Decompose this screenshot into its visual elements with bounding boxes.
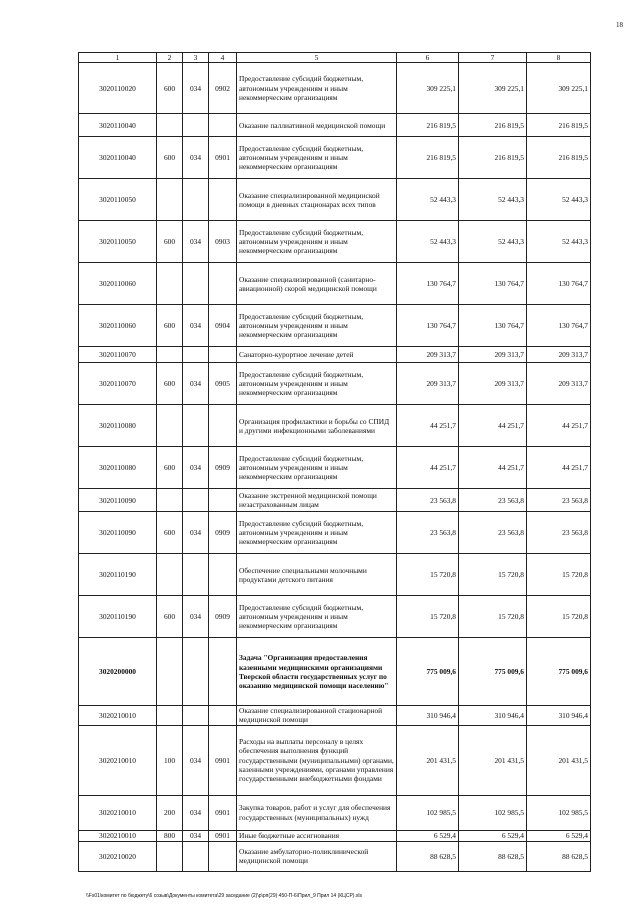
row-value-col7-cell: 309 225,1	[459, 63, 527, 114]
row-value-col8-cell: 201 431,5	[527, 725, 591, 795]
row-col2-cell	[157, 706, 183, 725]
row-value-col8-cell: 88 628,5	[527, 841, 591, 871]
row-col3-cell	[183, 489, 209, 512]
table-row	[79, 489, 591, 512]
row-col3-cell	[183, 841, 209, 871]
table-row	[79, 795, 591, 830]
row-value-col8-cell: 44 251,7	[527, 447, 591, 489]
row-description-cell: Предоставление субсидий бюджетным, автономным учреждениям и иным некоммерческим организациям	[237, 596, 397, 638]
row-col2-cell: 600	[157, 512, 183, 554]
table-row	[79, 114, 591, 137]
table-row	[79, 596, 591, 638]
row-col4-cell	[209, 554, 237, 596]
row-code-cell: 3020110060	[79, 263, 157, 305]
table-row	[79, 447, 591, 489]
table-row	[79, 405, 591, 447]
row-value-col6-cell: 209 313,7	[397, 363, 459, 405]
row-code-cell: 3020110050	[79, 179, 157, 221]
row-value-col8-cell: 309 225,1	[527, 63, 591, 114]
row-value-col7-cell: 130 764,7	[459, 305, 527, 347]
row-value-col8-cell: 52 443,3	[527, 221, 591, 263]
header-cell: 1	[79, 53, 157, 63]
row-col3-cell	[183, 347, 209, 363]
row-col2-cell	[157, 179, 183, 221]
table-row	[79, 347, 591, 363]
row-col2-cell: 600	[157, 221, 183, 263]
row-description-cell: Предоставление субсидий бюджетным, автономным учреждениям и иным некоммерческим организациям	[237, 447, 397, 489]
row-col4-cell: 0909	[209, 512, 237, 554]
row-col2-cell: 600	[157, 305, 183, 347]
row-value-col6-cell: 88 628,5	[397, 841, 459, 871]
row-value-col8-cell: 23 563,8	[527, 512, 591, 554]
table-row	[79, 137, 591, 179]
row-value-col6-cell: 216 819,5	[397, 114, 459, 137]
row-col3-cell: 034	[183, 137, 209, 179]
row-col2-cell	[157, 554, 183, 596]
row-col2-cell: 100	[157, 725, 183, 795]
row-value-col7-cell: 15 720,8	[459, 554, 527, 596]
row-value-col6-cell: 201 431,5	[397, 725, 459, 795]
row-code-cell: 3020110070	[79, 363, 157, 405]
row-col4-cell	[209, 638, 237, 706]
row-col3-cell	[183, 179, 209, 221]
row-value-col7-cell: 775 009,6	[459, 638, 527, 706]
row-col3-cell	[183, 638, 209, 706]
row-description-cell: Санаторно-курортное лечение детей	[237, 347, 397, 363]
row-description-cell: Предоставление субсидий бюджетным, автономным учреждениям и иным некоммерческим организациям	[237, 363, 397, 405]
header-cell: 3	[183, 53, 209, 63]
row-description-cell: Предоставление субсидий бюджетным, автономным учреждениям и иным некоммерческим организациям	[237, 137, 397, 179]
row-code-cell: 3020210010	[79, 706, 157, 725]
row-col3-cell	[183, 263, 209, 305]
row-col4-cell	[209, 347, 237, 363]
row-value-col6-cell: 130 764,7	[397, 305, 459, 347]
row-value-col7-cell: 130 764,7	[459, 263, 527, 305]
row-description-cell: Оказание специализированной стационарной медицинской помощи	[237, 706, 397, 725]
row-col2-cell: 200	[157, 795, 183, 830]
row-description-cell: Иные бюджетные ассигнования	[237, 830, 397, 841]
row-value-col6-cell: 44 251,7	[397, 447, 459, 489]
row-value-col6-cell: 310 946,4	[397, 706, 459, 725]
row-col3-cell	[183, 706, 209, 725]
row-col4-cell	[209, 841, 237, 871]
row-col2-cell	[157, 638, 183, 706]
header-cell: 8	[527, 53, 591, 63]
row-code-cell: 3020210020	[79, 841, 157, 871]
row-col4-cell: 0901	[209, 137, 237, 179]
row-col2-cell	[157, 405, 183, 447]
row-value-col8-cell: 310 946,4	[527, 706, 591, 725]
row-col4-cell: 0909	[209, 596, 237, 638]
row-value-col7-cell: 44 251,7	[459, 447, 527, 489]
table-row	[79, 221, 591, 263]
row-code-cell: 3020110090	[79, 489, 157, 512]
row-col2-cell	[157, 114, 183, 137]
row-value-col8-cell: 52 443,3	[527, 179, 591, 221]
row-value-col8-cell: 130 764,7	[527, 263, 591, 305]
row-value-col7-cell: 209 313,7	[459, 363, 527, 405]
table-row	[79, 263, 591, 305]
row-col2-cell	[157, 489, 183, 512]
row-col3-cell	[183, 114, 209, 137]
row-col4-cell	[209, 263, 237, 305]
row-code-cell: 3020110060	[79, 305, 157, 347]
row-value-col7-cell: 52 443,3	[459, 179, 527, 221]
row-col3-cell: 034	[183, 830, 209, 841]
row-code-cell: 3020110040	[79, 137, 157, 179]
table-row	[79, 638, 591, 706]
table-row	[79, 725, 591, 795]
row-col3-cell: 034	[183, 221, 209, 263]
row-value-col6-cell: 130 764,7	[397, 263, 459, 305]
row-description-cell: Расходы на выплаты персоналу в целях обеспечения выполнения функций государственными (муниципальными) органами, казенными учреждениями, органами управления государственными внебюджетными фондами	[237, 725, 397, 795]
row-col4-cell: 0904	[209, 305, 237, 347]
row-description-cell: Предоставление субсидий бюджетным, автономным учреждениям и иным некоммерческим организациям	[237, 305, 397, 347]
row-code-cell: 3020210010	[79, 830, 157, 841]
row-value-col8-cell: 209 313,7	[527, 347, 591, 363]
row-col4-cell	[209, 489, 237, 512]
table-row	[79, 554, 591, 596]
row-value-col6-cell: 15 720,8	[397, 554, 459, 596]
header-cell: 2	[157, 53, 183, 63]
row-description-cell: Обеспечение специальными молочными продуктами детского питания	[237, 554, 397, 596]
row-code-cell: 3020200000	[79, 638, 157, 706]
row-value-col7-cell: 201 431,5	[459, 725, 527, 795]
row-col3-cell: 034	[183, 725, 209, 795]
row-value-col6-cell: 309 225,1	[397, 63, 459, 114]
row-code-cell: 3020110090	[79, 512, 157, 554]
row-code-cell: 3020110040	[79, 114, 157, 137]
header-cell: 6	[397, 53, 459, 63]
table-row	[79, 706, 591, 725]
row-value-col8-cell: 102 985,5	[527, 795, 591, 830]
row-col4-cell: 0901	[209, 725, 237, 795]
row-value-col7-cell: 310 946,4	[459, 706, 527, 725]
row-col2-cell: 600	[157, 63, 183, 114]
row-description-cell: Оказание специализированной (санитарно-авиационной) скорой медицинской помощи	[237, 263, 397, 305]
row-col2-cell	[157, 347, 183, 363]
row-col2-cell	[157, 841, 183, 871]
budget-table	[78, 52, 591, 872]
row-code-cell: 3020210010	[79, 725, 157, 795]
row-value-col7-cell: 209 313,7	[459, 347, 527, 363]
row-col4-cell: 0903	[209, 221, 237, 263]
row-col3-cell: 034	[183, 512, 209, 554]
row-col3-cell: 034	[183, 305, 209, 347]
row-value-col8-cell: 130 764,7	[527, 305, 591, 347]
row-value-col7-cell: 88 628,5	[459, 841, 527, 871]
row-value-col8-cell: 216 819,5	[527, 137, 591, 179]
row-value-col6-cell: 52 443,3	[397, 221, 459, 263]
row-value-col7-cell: 23 563,8	[459, 512, 527, 554]
row-code-cell: 3020110070	[79, 347, 157, 363]
row-value-col7-cell: 23 563,8	[459, 489, 527, 512]
row-description-cell: Организация профилактики и борьбы со СПИД и другими инфекционными заболеваниями	[237, 405, 397, 447]
row-col2-cell: 600	[157, 596, 183, 638]
row-value-col8-cell: 44 251,7	[527, 405, 591, 447]
row-col4-cell: 0902	[209, 63, 237, 114]
row-value-col6-cell: 52 443,3	[397, 179, 459, 221]
row-description-cell: Закупка товаров, работ и услуг для обеспечения государственных (муниципальных) нужд	[237, 795, 397, 830]
row-value-col7-cell: 15 720,8	[459, 596, 527, 638]
row-col4-cell	[209, 405, 237, 447]
table-row	[79, 63, 591, 114]
row-value-col8-cell: 209 313,7	[527, 363, 591, 405]
row-description-cell: Предоставление субсидий бюджетным, автономным учреждениям и иным некоммерческим организациям	[237, 63, 397, 114]
row-value-col6-cell: 102 985,5	[397, 795, 459, 830]
row-col4-cell	[209, 114, 237, 137]
row-code-cell: 3020110190	[79, 596, 157, 638]
row-value-col6-cell: 216 819,5	[397, 137, 459, 179]
header-row	[79, 53, 591, 63]
row-code-cell: 3020110020	[79, 63, 157, 114]
row-col4-cell	[209, 179, 237, 221]
row-col2-cell: 800	[157, 830, 183, 841]
row-value-col7-cell: 216 819,5	[459, 114, 527, 137]
row-value-col7-cell: 6 529,4	[459, 830, 527, 841]
row-code-cell: 3020110050	[79, 221, 157, 263]
row-value-col7-cell: 216 819,5	[459, 137, 527, 179]
row-value-col8-cell: 15 720,8	[527, 596, 591, 638]
file-path-footer: \\Fs01\комитет по бюджету\6 созыв\Документы комитета\29 заседание (2)\р\рп(29) 450-П-6\Прил_9 Прил 14 (КЦСР).xls	[86, 893, 362, 899]
row-code-cell: 3020110080	[79, 405, 157, 447]
row-value-col8-cell: 775 009,6	[527, 638, 591, 706]
table-row	[79, 830, 591, 841]
row-value-col6-cell: 23 563,8	[397, 512, 459, 554]
row-value-col6-cell: 15 720,8	[397, 596, 459, 638]
row-col3-cell: 034	[183, 447, 209, 489]
table-row	[79, 363, 591, 405]
row-value-col7-cell: 102 985,5	[459, 795, 527, 830]
header-cell: 4	[209, 53, 237, 63]
page-number: 18	[616, 21, 623, 29]
row-col3-cell: 034	[183, 596, 209, 638]
row-col3-cell	[183, 554, 209, 596]
row-col4-cell: 0901	[209, 830, 237, 841]
row-description-cell: Оказание экстренной медицинской помощи незастрахованным лицам	[237, 489, 397, 512]
row-code-cell: 3020110190	[79, 554, 157, 596]
header-cell: 7	[459, 53, 527, 63]
row-value-col8-cell: 23 563,8	[527, 489, 591, 512]
row-description-cell: Оказание амбулаторно-поликлинической медицинской помощи	[237, 841, 397, 871]
row-col3-cell: 034	[183, 363, 209, 405]
row-description-cell: Оказание паллиативной медицинской помощи	[237, 114, 397, 137]
row-code-cell: 3020110080	[79, 447, 157, 489]
table-row	[79, 305, 591, 347]
row-col2-cell: 600	[157, 447, 183, 489]
row-code-cell: 3020210010	[79, 795, 157, 830]
row-value-col6-cell: 44 251,7	[397, 405, 459, 447]
row-description-cell: Задача "Организация предоставления казенными медицинскими организациями Тверской области государственных услуг по оказанию медицинской помощи населению"	[237, 638, 397, 706]
table-row	[79, 841, 591, 871]
row-value-col8-cell: 216 819,5	[527, 114, 591, 137]
row-description-cell: Оказание специализированной медицинской помощи в дневных стационарах всех типов	[237, 179, 397, 221]
row-col3-cell: 034	[183, 63, 209, 114]
row-col3-cell	[183, 405, 209, 447]
row-description-cell: Предоставление субсидий бюджетным, автономным учреждениям и иным некоммерческим организациям	[237, 221, 397, 263]
row-col2-cell: 600	[157, 363, 183, 405]
row-value-col8-cell: 15 720,8	[527, 554, 591, 596]
header-cell: 5	[237, 53, 397, 63]
row-value-col6-cell: 775 009,6	[397, 638, 459, 706]
row-col4-cell: 0909	[209, 447, 237, 489]
row-value-col6-cell: 209 313,7	[397, 347, 459, 363]
row-col4-cell	[209, 706, 237, 725]
row-col2-cell	[157, 263, 183, 305]
row-value-col7-cell: 52 443,3	[459, 221, 527, 263]
row-value-col6-cell: 23 563,8	[397, 489, 459, 512]
row-description-cell: Предоставление субсидий бюджетным, автономным учреждениям и иным некоммерческим организациям	[237, 512, 397, 554]
row-col3-cell: 034	[183, 795, 209, 830]
row-value-col6-cell: 6 529,4	[397, 830, 459, 841]
table-row	[79, 179, 591, 221]
table-row	[79, 512, 591, 554]
row-col4-cell: 0901	[209, 795, 237, 830]
row-value-col7-cell: 44 251,7	[459, 405, 527, 447]
row-col4-cell: 0905	[209, 363, 237, 405]
row-col2-cell: 600	[157, 137, 183, 179]
row-value-col8-cell: 6 529,4	[527, 830, 591, 841]
